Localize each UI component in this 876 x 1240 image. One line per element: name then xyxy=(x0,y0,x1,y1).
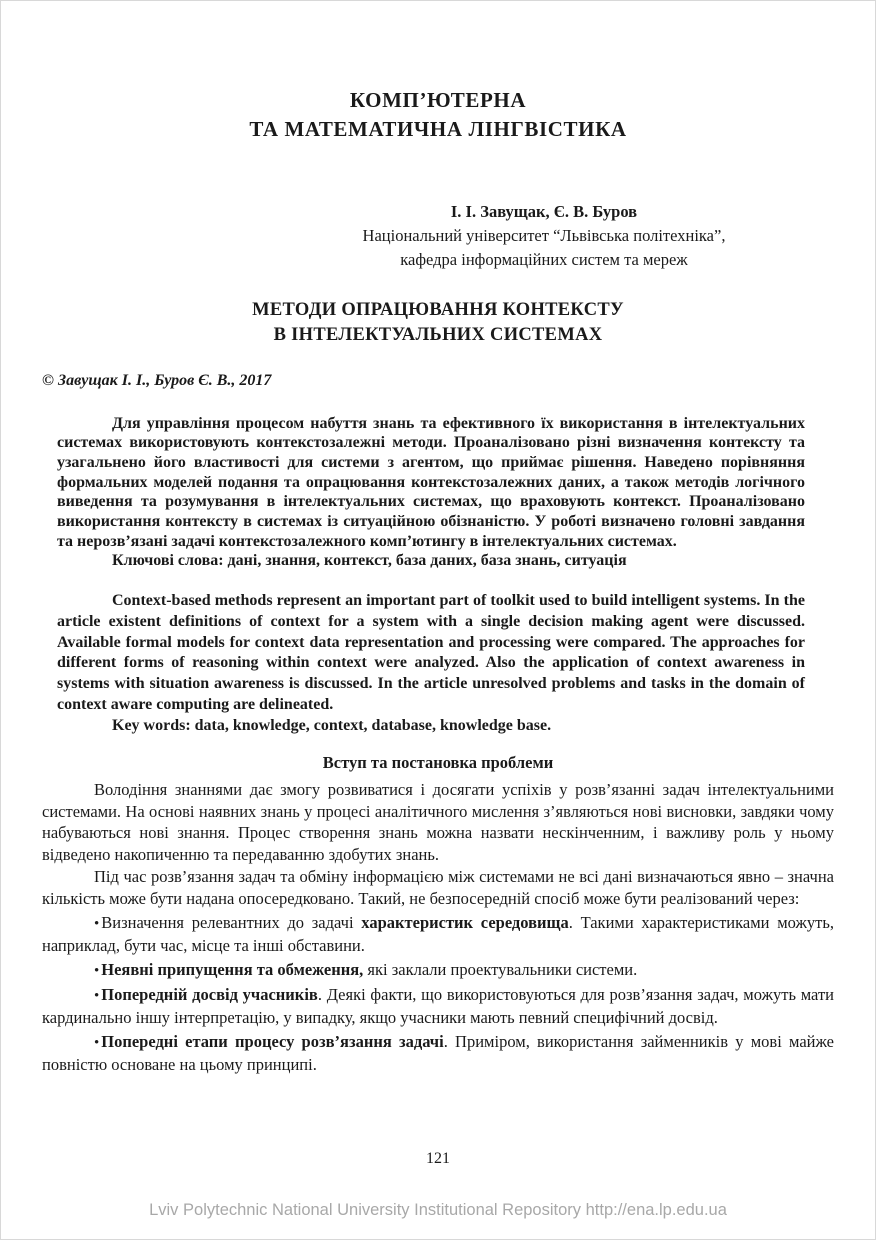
bullet-post-text: . Такими характеристиками можуть, наприклад, бути час, місце та інші обставини. xyxy=(42,913,834,956)
bullet-bold-text: характеристик середовища xyxy=(361,913,569,933)
abstract-ukrainian-keywords: Ключові слова: дані, знання, контекст, база даних, база знань, ситуація xyxy=(112,552,627,570)
repository-footer: Lviv Polytechnic National University Institutional Repository http://ena.lp.edu.ua xyxy=(149,1201,727,1219)
introduction-body xyxy=(42,779,834,1076)
article-title-line1: МЕТОДИ ОПРАЦЮВАННЯ КОНТЕКСТУ xyxy=(252,299,624,320)
journal-section-title-line2: ТА МАТЕМАТИЧНА ЛІНГВІСТИКА xyxy=(249,116,627,141)
author-names: І. І. Завущак, Є. В. Буров xyxy=(450,201,638,221)
bullet-item-participants-experience xyxy=(42,984,834,1029)
bullet-post-text: . Приміром, використання займенників у мові майже повністю основане на цьому принципі. xyxy=(42,1031,834,1074)
bullet-post-text: . Деякі факти, що використовуються для розв’язання задач, можуть мати кардинально іншу інтерпретацію, у випадку, якщо учасники мають певний специфічний досвід. xyxy=(42,985,834,1027)
section-heading-introduction: Вступ та постановка проблеми xyxy=(322,752,554,772)
bullet-post-text: які заклали проектувальники системи. xyxy=(363,960,638,980)
bullet-icon: • xyxy=(94,963,100,980)
journal-section-title-line1: КОМП’ЮТЕРНА xyxy=(349,88,527,112)
bullet-item-environment-characteristics xyxy=(42,912,834,957)
intro-paragraph-1: Володіння знаннями дає змогу розвиватися і досягати успіхів у розв’язанні задач інтелектуальними системами. На основі наявних знань у процесі аналітичного мислення з’являються нові висновки, завдяки чому набуваються нові знання. Процес створення знань можна назвати нескінченним, і важливу роль у ньому відведено накопиченню та передаванню здобутих знань. xyxy=(42,779,834,865)
authors-block xyxy=(274,200,814,272)
bullet-pre-text: Визначення релевантних до задачі xyxy=(101,913,362,933)
article-title xyxy=(42,298,834,348)
bullet-icon: • xyxy=(94,988,100,1005)
article-title-line2: В ІНТЕЛЕКТУАЛЬНИХ СИСТЕМАХ xyxy=(273,324,603,345)
abstract-ukrainian xyxy=(57,414,805,571)
bullet-icon: • xyxy=(94,916,100,933)
bullet-bold-text: Неявні припущення та обмеження, xyxy=(101,960,364,980)
copyright-line: © Завущак І. І., Буров Є. В., 2017 xyxy=(42,371,272,389)
abstract-english xyxy=(57,591,805,737)
intro-paragraph-2: Під час розв’язання задач та обміну інформацією між системами не всі дані визначаються явно – значна кількість може бути надана опосередковано. Такий, не безпосередній спосіб може бути реалізований через: xyxy=(42,867,834,909)
bullet-item-implicit-assumptions xyxy=(42,959,834,982)
abstract-english-text: Context-based methods represent an important part of toolkit used to build intelligent systems. In the article existent definitions of context for a system with a single decision making agent were discussed. Available formal models for context data representation and processing were compared. The approaches for different forms of reasoning within context were analyzed. Also the application of context awareness in systems with situation awareness is discussed. In the article unresolved problems and tasks in the domain of context aware computing are delineated. xyxy=(57,592,805,713)
bullet-bold-text: Попередній досвід учасників xyxy=(101,985,318,1005)
affiliation-line2: кафедра інформаційних систем та мереж xyxy=(400,249,688,269)
abstract-english-keywords: Key words: data, knowledge, context, database, knowledge base. xyxy=(112,716,552,734)
journal-section-title xyxy=(42,86,834,144)
bullet-bold-text: Попередні етапи процесу розв’язання задачі xyxy=(101,1031,444,1051)
affiliation-line1: Національний університет “Львівська політехніка”, xyxy=(362,225,726,245)
bullet-icon: • xyxy=(94,1034,100,1051)
page-number: 121 xyxy=(426,1150,450,1167)
bullet-item-previous-stages xyxy=(42,1031,834,1076)
abstract-ukrainian-text: Для управління процесом набуття знань та ефективного їх використання в інтелектуальних системах використовують контекстозалежні методи. Проаналізовано різні визначення контексту та узагальнено його властивості для системи з агентом, що приймає рішення. Наведено порівняння формальних моделей подання та опрацювання контекстозалежних даних, а також методів логічного виведення та розумування в інтелектуальних системах, що враховують контекст. Проаналізовано використання контексту в системах із ситуаційною обізнаністю. У роботі визначено головні завдання та нерозв’язані задачі контекстозалежного комп’ютингу в інтелектуальних системах. xyxy=(57,414,805,550)
